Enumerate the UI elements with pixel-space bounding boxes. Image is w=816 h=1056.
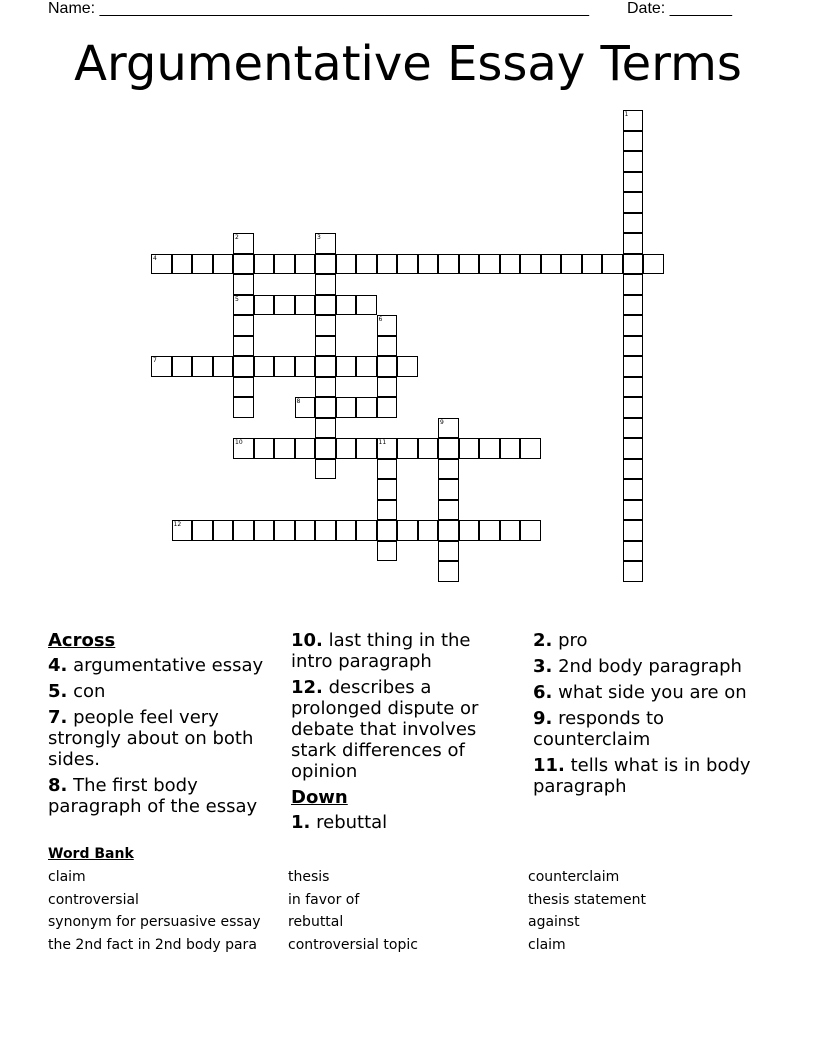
grid-cell[interactable] [377,520,398,541]
grid-cell[interactable] [397,254,418,275]
grid-cell[interactable] [459,438,480,459]
grid-cell[interactable] [213,520,234,541]
grid-cell[interactable] [377,377,398,398]
grid-cell[interactable] [315,274,336,295]
grid-cell[interactable] [274,520,295,541]
page-title: Argumentative Essay Terms [74,36,742,92]
grid-cell[interactable] [623,192,644,213]
grid-cell[interactable] [336,295,357,316]
grid-cell[interactable] [377,397,398,418]
grid-cell[interactable] [623,151,644,172]
grid-cell[interactable] [315,377,336,398]
grid-cell[interactable] [295,397,316,418]
grid-cell[interactable] [151,356,172,377]
grid-cell[interactable] [254,295,275,316]
word-bank-title: Word Bank [48,846,134,862]
grid-cell[interactable] [192,520,213,541]
clue-down-9: 9. responds to counterclaim [533,708,665,750]
word-bank-item: against [528,914,580,931]
grid-cell[interactable] [623,110,644,131]
grid-cell[interactable] [623,520,644,541]
grid-cell[interactable] [623,172,644,193]
grid-cell[interactable] [192,254,213,275]
grid-cell[interactable] [295,520,316,541]
clues-column-3 [533,630,773,802]
grid-cell[interactable] [356,397,377,418]
grid-cell[interactable] [418,254,439,275]
word-bank-column-3 [528,866,646,957]
word-bank-item: controversial topic [288,937,418,954]
grid-cell[interactable] [623,541,644,562]
grid-cell[interactable] [479,520,500,541]
grid-cell[interactable] [500,438,521,459]
grid-cell[interactable] [438,418,459,439]
date-line: Date: _______ [627,0,732,17]
grid-cell[interactable] [336,438,357,459]
word-bank-item: counterclaim [528,869,620,885]
grid-cell[interactable] [172,520,193,541]
grid-cell[interactable] [623,479,644,500]
grid-cell[interactable] [397,438,418,459]
grid-cell[interactable] [623,315,644,336]
grid-cell[interactable] [295,254,316,275]
grid-cell[interactable] [315,295,336,316]
grid-cell[interactable] [623,459,644,480]
grid-cell[interactable] [315,438,336,459]
grid-cell[interactable] [254,438,275,459]
grid-cell[interactable] [315,397,336,418]
grid-cell[interactable] [254,356,275,377]
clue-down-2: 2. pro [533,630,588,651]
grid-cell[interactable] [418,520,439,541]
across-heading: Across [48,630,116,651]
grid-cell[interactable] [438,561,459,582]
grid-cell[interactable] [623,295,644,316]
grid-cell[interactable] [397,356,418,377]
clue-down-3: 3. 2nd body paragraph [533,656,742,677]
word-bank-column-2 [288,866,418,957]
grid-cell[interactable] [438,520,459,541]
clue-number: 2 [235,234,239,241]
grid-cell[interactable] [315,254,336,275]
grid-cell[interactable] [479,254,500,275]
grid-cell[interactable] [541,254,562,275]
grid-cell[interactable] [623,377,644,398]
grid-cell[interactable] [315,233,336,254]
grid-cell[interactable] [336,520,357,541]
grid-cell[interactable] [233,336,254,357]
clue-across-7: 7. people feel very strongly about on both sides. [48,707,254,770]
grid-cell[interactable] [315,336,336,357]
grid-cell[interactable] [623,397,644,418]
grid-cell[interactable] [213,356,234,377]
grid-cell[interactable] [520,520,541,541]
grid-cell[interactable] [233,295,254,316]
grid-cell[interactable] [192,356,213,377]
grid-cell[interactable] [356,254,377,275]
grid-cell[interactable] [397,520,418,541]
grid-cell[interactable] [274,438,295,459]
grid-cell[interactable] [377,356,398,377]
clue-across-5: 5. con [48,681,106,702]
grid-cell[interactable] [377,541,398,562]
grid-cell[interactable] [459,254,480,275]
clues-column-1 [48,630,270,822]
clue-number: 8 [296,398,301,405]
grid-cell[interactable] [377,438,398,459]
grid-cell[interactable] [602,254,623,275]
grid-cell[interactable] [377,500,398,521]
clue-across-10: 10. last thing in the intro paragraph [291,630,471,672]
grid-cell[interactable] [377,254,398,275]
grid-cell[interactable] [356,438,377,459]
grid-cell[interactable] [233,377,254,398]
grid-cell[interactable] [336,254,357,275]
word-bank-item: controversial [48,891,139,908]
word-bank-item: synonym for persuasive essay [48,914,261,931]
grid-cell[interactable] [623,500,644,521]
grid-cell[interactable] [623,254,644,275]
clue-down-1: 1. rebuttal [291,812,388,833]
clue-number: 9 [440,418,444,426]
grid-cell[interactable] [623,336,644,357]
grid-cell[interactable] [520,438,541,459]
grid-cell[interactable] [623,213,644,234]
clue-down-11: 11. tells what is in body paragraph [533,755,751,797]
clue-number: 4 [153,254,157,262]
grid-cell[interactable] [336,356,357,377]
grid-cell[interactable] [233,233,254,254]
grid-cell[interactable] [520,254,541,275]
grid-cell[interactable] [315,418,336,439]
grid-cell[interactable] [356,520,377,541]
grid-cell[interactable] [172,356,193,377]
grid-cell[interactable] [643,254,664,275]
grid-cell[interactable] [315,520,336,541]
grid-cell[interactable] [438,254,459,275]
grid-cell[interactable] [438,500,459,521]
grid-cell[interactable] [418,438,439,459]
word-bank-item: the 2nd fact in 2nd body para [48,937,257,954]
grid-cell[interactable] [336,397,357,418]
grid-cell[interactable] [295,438,316,459]
grid-cell[interactable] [315,315,336,336]
word-bank-item: thesis statement [528,891,646,908]
grid-cell[interactable] [623,131,644,152]
grid-cell[interactable] [233,254,254,275]
grid-cell[interactable] [254,520,275,541]
grid-cell[interactable] [254,254,275,275]
clues-column-2 [291,630,513,838]
grid-cell[interactable] [623,561,644,582]
grid-cell[interactable] [377,459,398,480]
clue-down-6: 6. what side you are on [533,682,747,703]
word-bank-item: in favor of [288,891,360,908]
grid-cell[interactable] [233,397,254,418]
clue-number: 3 [317,234,321,241]
clue-number: 10 [235,439,243,446]
grid-cell[interactable] [274,254,295,275]
grid-cell[interactable] [623,356,644,377]
word-bank-item: claim [528,937,566,954]
grid-cell[interactable] [500,520,521,541]
word-bank-item: claim [48,869,86,885]
grid-cell[interactable] [561,254,582,275]
grid-cell[interactable] [438,459,459,480]
grid-cell[interactable] [172,254,193,275]
grid-cell[interactable] [356,295,377,316]
grid-cell[interactable] [356,356,377,377]
grid-cell[interactable] [623,233,644,254]
grid-cell[interactable] [582,254,603,275]
clue-number: 5 [235,295,239,303]
grid-cell[interactable] [315,459,336,480]
word-bank-item: thesis [288,869,330,885]
grid-cell[interactable] [151,254,172,275]
grid-cell[interactable] [500,254,521,275]
clue-number: 7 [153,357,157,364]
grid-cell[interactable] [479,438,500,459]
grid-cell[interactable] [459,520,480,541]
clue-across-4: 4. argumentative essay [48,655,264,676]
grid-cell[interactable] [623,274,644,295]
clue-across-12: 12. describes a prolonged dispute or debate that involves stark differences of opinion [291,677,479,782]
down-heading: Down [291,787,348,808]
grid-cell[interactable] [438,479,459,500]
grid-cell[interactable] [377,479,398,500]
grid-cell[interactable] [438,438,459,459]
word-bank-column-1 [48,866,261,957]
clue-number: 11 [378,439,387,446]
grid-cell[interactable] [377,315,398,336]
clue-number: 1 [624,111,629,118]
clue-number: 12 [173,521,182,528]
clue-number: 6 [378,316,383,323]
grid-cell[interactable] [274,295,295,316]
name-line: Name: _______________________________________________________ [48,0,589,17]
clue-across-8: 8. The first body paragraph of the essay [48,775,258,817]
grid-cell[interactable] [623,418,644,439]
grid-cell[interactable] [315,356,336,377]
grid-cell[interactable] [233,438,254,459]
grid-cell[interactable] [233,356,254,377]
grid-cell[interactable] [295,295,316,316]
grid-cell[interactable] [233,274,254,295]
grid-cell[interactable] [213,254,234,275]
grid-cell[interactable] [377,336,398,357]
grid-cell[interactable] [438,541,459,562]
grid-cell[interactable] [233,520,254,541]
word-bank-item: rebuttal [288,914,344,931]
grid-cell[interactable] [623,438,644,459]
grid-cell[interactable] [274,356,295,377]
grid-cell[interactable] [233,315,254,336]
grid-cell[interactable] [295,356,316,377]
